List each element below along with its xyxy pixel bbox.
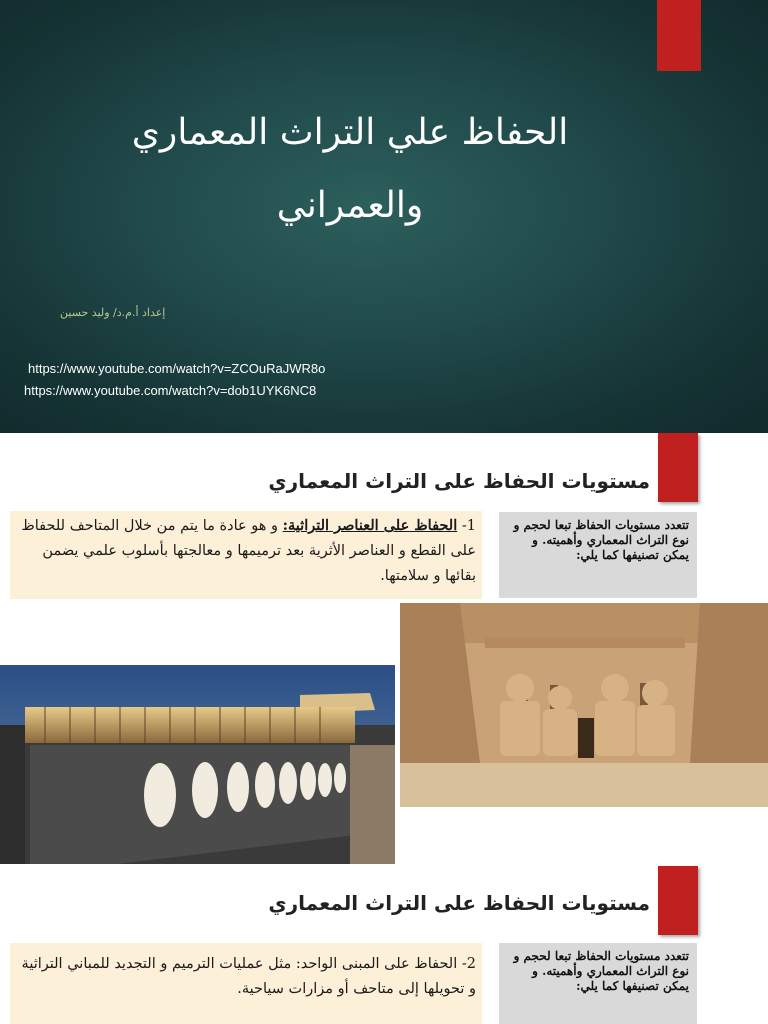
slide-title-line1: الحفاظ علي التراث المعماري [131,112,569,153]
youtube-link-1[interactable]: https://www.youtube.com/watch?v=ZCOuRaJWR8o [28,361,326,376]
red-accent-tab [657,0,701,71]
levels-intro-box: تتعدد مستويات الحفاظ تبعا لحجم و نوع التراث المعماري وأهميته. و يمكن تصنيفها كما يلي: [499,512,697,598]
slide-heading: مستويات الحفاظ على التراث المعماري [268,891,650,915]
heritage-elements-box [10,511,482,599]
slide-title-line2: والعمراني [276,185,424,226]
single-building-box: 2- الحفاظ على المبنى الواحد: مثل عمليات الترميم و التجديد للمباني التراثية و تحويلها إلى متاحف أو مزارات سياحية. [10,943,482,1024]
item-number: 1- [461,518,476,534]
levels-slide-2 [0,864,768,1024]
temple-photo [400,603,768,807]
author-credit: إعداد أ.م.د/ وليد حسين [60,306,166,319]
levels-intro-box: تتعدد مستويات الحفاظ تبعا لحجم و نوع التراث المعماري وأهميته. و يمكن تصنيفها كما يلي: [499,943,697,1024]
youtube-link-2[interactable]: https://www.youtube.com/watch?v=dob1UYK6NC8 [24,383,317,398]
item-body: و هو عادة ما يتم من خلال المتاحف للحفاظ على القطع و العناصر الأثرية بعد ترميمها و معالجتها بأسلوب علمي يضمن بقائها و سلامتها. [21,518,476,584]
levels-slide-1 [0,433,768,864]
item-title: الحفاظ على العناصر التراثية: [282,517,458,534]
red-accent-tab [658,866,698,935]
slide-heading: مستويات الحفاظ على التراث المعماري [268,469,650,493]
museum-photo [0,665,395,864]
red-accent-tab [658,433,698,502]
title-slide [0,0,768,433]
